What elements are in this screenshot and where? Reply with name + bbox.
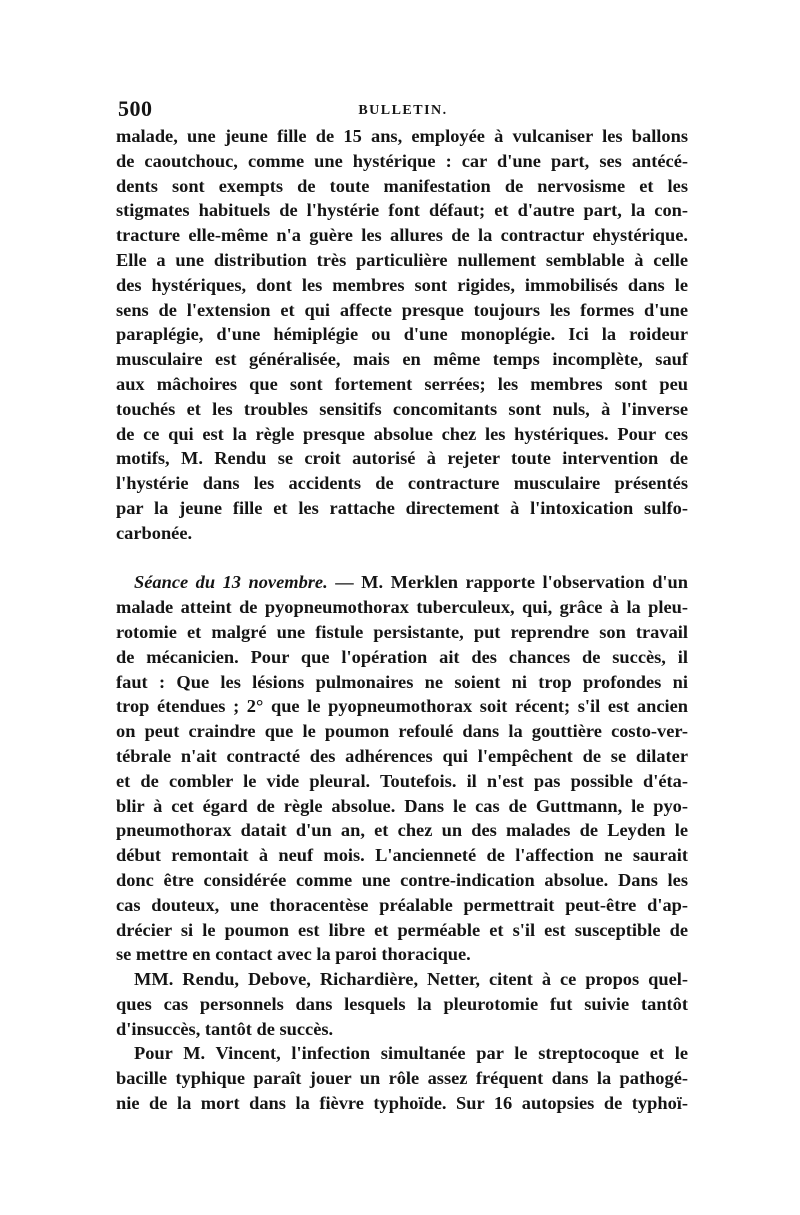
text-line: Pour M. Vincent, l'infection simultanée par le streptocoque et le [134, 1043, 688, 1064]
body-text [116, 124, 688, 1116]
text-line: nie de la mort dans la fièvre typhoïde. Sur 16 autopsies de typhoï- [116, 1093, 688, 1114]
text-line: dents sont exempts de toute manifestation de nervosisme et les [116, 175, 688, 196]
text-line: motifs, M. Rendu se croit autorisé à rejeter toute intervention de [116, 448, 688, 469]
paragraph-discussion [116, 967, 688, 1041]
text-line: drécier si le poumon est libre et perméable et s'il est susceptible de [116, 919, 688, 940]
text-line: paraplégie, d'une hémiplégie ou d'une monoplégie. Ici la roideur [116, 324, 688, 345]
text-line: sens de l'extension et qui affecte presque toujours les formes d'une [116, 299, 688, 320]
seance-heading-line [116, 570, 688, 595]
seance-date: Séance du 13 novembre. [134, 572, 328, 593]
text-line: tracture elle-même n'a guère les allures de la contractur ehystérique. [116, 225, 688, 246]
text-line: faut : Que les lésions pulmonaires ne soient ni trop profondes ni [116, 671, 688, 692]
page-header [118, 96, 688, 126]
text-line: donc être considérée comme une contre-indication absolue. Dans les [116, 869, 688, 890]
paragraph-rendu-conclusion [116, 124, 688, 546]
text-line: stigmates habituels de l'hystérie font défaut; et d'autre part, la con- [116, 200, 688, 221]
text-line: pneumothorax datait d'un an, et chez un des malades de Leyden le [116, 820, 688, 841]
text-line: tébrale n'ait contracté des adhérences qui l'empêchent de se dilater [116, 745, 688, 766]
text-line: Elle a une distribution très particulière nullement semblable à celle [116, 249, 688, 270]
text-line: aux mâchoires que sont fortement serrées; les membres sont peu [116, 373, 688, 394]
text-line: blir à cet égard de règle absolue. Dans le cas de Guttmann, le pyo- [116, 795, 688, 816]
text-line: l'hystérie dans les accidents de contracture musculaire présentés [116, 473, 688, 494]
text-line: d'insuccès, tantôt de succès. [116, 1018, 334, 1039]
text-line: par la jeune fille et les rattache directement à l'intoxication sulfo- [116, 497, 688, 518]
page-number: 500 [118, 96, 153, 121]
text-line: se mettre en contact avec la paroi thoracique. [116, 944, 471, 965]
text-line: ques cas personnels dans lesquels la pleurotomie fut suivie tantôt [116, 993, 688, 1014]
text-line: de caoutchouc, comme une hystérique : car d'une part, ses antécé- [116, 150, 688, 171]
text-line: cas douteux, une thoracentèse préalable permettrait peut-être d'ap- [116, 894, 688, 915]
seance-first-line-text: — M. Merklen rapporte l'observation d'un [327, 572, 688, 593]
text-line: carbonée. [116, 522, 193, 543]
text-line: rotomie et malgré une fistule persistante, put reprendre son travail [116, 621, 688, 642]
text-line: MM. Rendu, Debove, Richardière, Netter, citent à ce propos quel- [134, 969, 688, 990]
text-line: on peut craindre que le poumon refoulé dans la gouttière costo-ver- [116, 721, 688, 742]
text-line: de ce qui est la règle presque absolue chez les hystériques. Pour ces [116, 423, 688, 444]
text-line: début remontait à neuf mois. L'ancienneté de l'affection ne saurait [116, 845, 688, 866]
paragraph-gap [116, 546, 688, 571]
text-line: musculaire est généralisée, mais en même temps incomplète, sauf [116, 349, 688, 370]
text-line: de mécanicien. Pour que l'opération ait des chances de succès, il [116, 646, 688, 667]
text-line: des hystériques, dont les membres sont rigides, immobilisés dans le [116, 274, 688, 295]
text-line: touchés et les troubles sensitifs concomitants sont nuls, à l'inverse [116, 398, 688, 419]
running-head: BULLETIN. [358, 103, 448, 118]
paragraph-vincent [116, 1041, 688, 1115]
text-line: et de combler le vide pleural. Toutefois. il n'est pas possible d'éta- [116, 770, 688, 791]
text-line: malade, une jeune fille de 15 ans, employée à vulcaniser les ballons [116, 126, 688, 146]
text-line: bacille typhique paraît jouer un rôle assez fréquent dans la pathogé- [116, 1068, 688, 1089]
paragraph-seance-merklen [116, 570, 688, 967]
text-line: trop étendues ; 2° que le pyopneumothorax soit récent; s'il est ancien [116, 696, 688, 717]
text-line: malade atteint de pyopneumothorax tuberculeux, qui, grâce à la pleu- [116, 597, 688, 618]
